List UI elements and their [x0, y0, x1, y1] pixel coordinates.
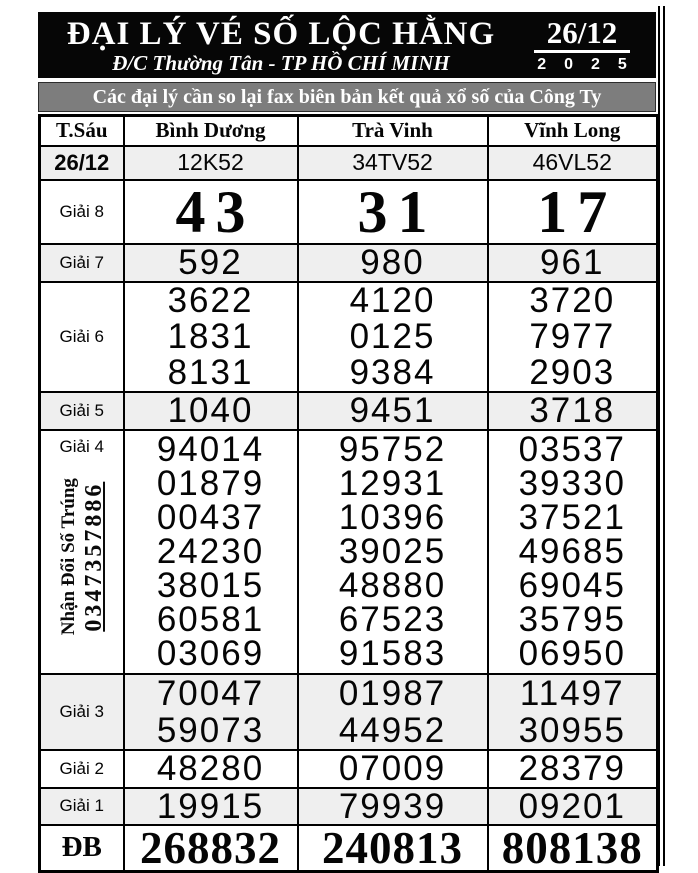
prize-number: 19915	[156, 787, 265, 825]
prize-number: 00437	[156, 497, 265, 537]
prize-number: 268832	[140, 824, 281, 871]
prize-cell-g8-col2	[298, 180, 488, 244]
ticket-code-row	[40, 146, 658, 180]
prize-number: 3720	[529, 281, 616, 320]
prize-row-g5	[40, 392, 658, 430]
prize-number: 4120	[349, 281, 436, 320]
day-label: T.Sáu	[40, 116, 124, 146]
results-table	[38, 114, 659, 873]
draw-year: 2025	[537, 56, 645, 73]
prize-number: 11497	[519, 673, 625, 713]
ticket-code-vinh-long: 46VL52	[488, 146, 658, 180]
agency-block	[38, 16, 518, 75]
prize-number: 94014	[156, 429, 265, 469]
prize-number: 240813	[322, 824, 463, 871]
prize-cell-g4-col1	[124, 430, 298, 674]
prize-number: 961	[540, 243, 605, 282]
prize-cell-g4-col2	[298, 430, 488, 674]
prize-number: 12931	[338, 463, 447, 503]
prize-number: 95752	[338, 429, 447, 469]
prize-number: 28379	[518, 749, 626, 788]
prize-label-g3: Giải 3	[40, 674, 124, 750]
prize-cell-db-col3	[488, 825, 658, 872]
prize-number: 39330	[518, 463, 626, 503]
agency-title: ĐẠI LÝ VÉ SỐ LỘC HẰNG	[66, 15, 496, 52]
prize-number: 0125	[349, 316, 436, 356]
prize-cell-g8-col1	[124, 180, 298, 244]
exchange-note-text: Nhận Đổi Số Trúng	[57, 477, 79, 635]
prize-row-g3	[40, 674, 658, 750]
prize-cell-db-col1	[124, 825, 298, 872]
prize-number: 06950	[518, 633, 626, 673]
prize-number: 2903	[529, 352, 616, 392]
prize-number: 9451	[349, 391, 436, 430]
exchange-note-phone: 0347357886	[80, 481, 107, 632]
prize-row-db	[40, 825, 658, 872]
results-table-body	[40, 180, 658, 872]
page-frame-line	[658, 6, 665, 866]
draw-date-cell: 26/12	[40, 146, 124, 180]
prize-number: 38015	[156, 565, 265, 605]
prize-number: 44952	[338, 710, 447, 750]
prize-number: 35795	[518, 599, 626, 639]
prize-number: 37521	[518, 497, 626, 537]
prize-number: 9384	[349, 352, 436, 392]
prize-number: 39025	[338, 531, 447, 571]
prize-number: 3622	[167, 281, 254, 320]
prize-number: 70047	[156, 673, 265, 713]
prize-number: 808138	[501, 824, 643, 871]
prize-number: 59073	[156, 710, 265, 750]
prize-cell-g1-col2	[298, 788, 488, 825]
prize-cell-g6-col3	[488, 282, 658, 392]
province-header-vinh-long: Vĩnh Long	[488, 116, 658, 146]
province-header-row	[40, 116, 658, 146]
prize-number: 03069	[156, 633, 265, 673]
prize-number: 24230	[156, 531, 265, 571]
prize-number: 60581	[156, 599, 265, 639]
prize-number: 09201	[518, 787, 626, 825]
prize-cell-g6-col2	[298, 282, 488, 392]
prize-cell-g7-col1	[124, 244, 298, 282]
prize-number: 49685	[518, 531, 626, 571]
prize-label-g2: Giải 2	[40, 750, 124, 788]
prize-cell-db-col2	[298, 825, 488, 872]
prize-cell-g5-col2	[298, 392, 488, 430]
prize-cell-g1-col3	[488, 788, 658, 825]
prize-number: 01987	[338, 673, 447, 713]
province-header-tra-vinh: Trà Vinh	[298, 116, 488, 146]
prize-number: 79939	[338, 787, 447, 825]
prize-number: 7977	[529, 316, 616, 356]
prize-number: 01879	[156, 463, 265, 503]
prize-label-g6: Giải 6	[40, 282, 124, 392]
prize-number: 07009	[338, 749, 447, 788]
prize-label-g7: Giải 7	[40, 244, 124, 282]
prize-number: 8131	[167, 352, 254, 392]
prize-number: 48880	[338, 565, 447, 605]
prize-cell-g7-col2	[298, 244, 488, 282]
prize-cell-g1-col1	[124, 788, 298, 825]
prize-cell-g3-col3	[488, 674, 658, 750]
draw-date: 26/12	[534, 16, 631, 53]
ticket-code-binh-duong: 12K52	[124, 146, 298, 180]
lottery-result-sheet	[38, 12, 656, 873]
prize-cell-g2-col1	[124, 750, 298, 788]
agency-address: Đ/C Thường Tân - TP HỒ CHÍ MINH	[112, 50, 450, 75]
notice-bar: Các đại lý cần so lại fax biên bản kết quả xổ số của Công Ty	[38, 82, 656, 112]
prize-number: 980	[360, 243, 425, 282]
prize-number: 48280	[156, 749, 265, 788]
prize-cell-g6-col1	[124, 282, 298, 392]
prize-label-g4: Giải 4 Nhận Đổi Số Trúng 0347357886	[40, 430, 124, 674]
prize-number: 17	[537, 179, 618, 244]
prize-number: 43	[175, 179, 256, 244]
prize-row-g2	[40, 750, 658, 788]
prize-row-g7	[40, 244, 658, 282]
prize-cell-g8-col3	[488, 180, 658, 244]
prize-number: 1040	[167, 391, 254, 430]
prize-cell-g2-col2	[298, 750, 488, 788]
prize-cell-g3-col2	[298, 674, 488, 750]
draw-date-box	[518, 16, 656, 74]
prize-number: 03537	[518, 429, 626, 469]
prize-row-g4	[40, 430, 658, 674]
exchange-winning-note	[43, 443, 121, 669]
ticket-code-tra-vinh: 34TV52	[298, 146, 488, 180]
prize-number: 69045	[518, 565, 626, 605]
prize-cell-g2-col3	[488, 750, 658, 788]
prize-number: 67523	[338, 599, 447, 639]
prize-label-g5: Giải 5	[40, 392, 124, 430]
masthead	[38, 12, 656, 78]
prize-label-db: ĐB	[40, 825, 124, 872]
prize-cell-g5-col3	[488, 392, 658, 430]
prize-cell-g7-col3	[488, 244, 658, 282]
prize-row-g1	[40, 788, 658, 825]
prize-number: 10396	[338, 497, 447, 537]
prize-number: 1831	[167, 316, 254, 356]
prize-number: 3718	[529, 391, 616, 430]
province-header-binh-duong: Bình Dương	[124, 116, 298, 146]
prize-label-g1: Giải 1	[40, 788, 124, 825]
prize-cell-g4-col3	[488, 430, 658, 674]
prize-row-g8	[40, 180, 658, 244]
prize-number: 30955	[518, 710, 626, 750]
prize-number: 91583	[338, 633, 447, 673]
prize-number: 592	[178, 243, 243, 282]
prize-cell-g3-col1	[124, 674, 298, 750]
prize-label-g8: Giải 8	[40, 180, 124, 244]
prize-cell-g5-col1	[124, 392, 298, 430]
prize-number: 31	[357, 179, 438, 244]
prize-row-g6	[40, 282, 658, 392]
